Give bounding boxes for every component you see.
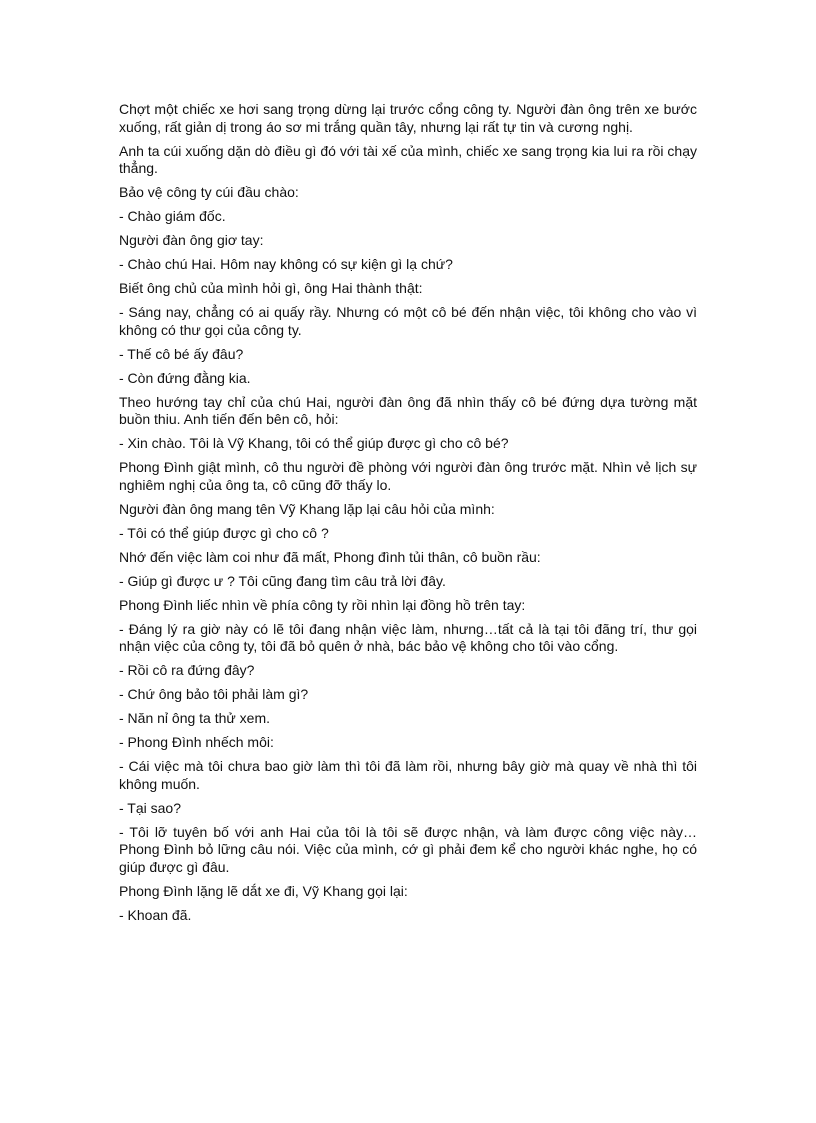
paragraph: Người đàn ông mang tên Vỹ Khang lặp lại câu hỏi của mình: (119, 500, 495, 517)
paragraph: - Năn nỉ ông ta thử xem. (119, 710, 270, 726)
paragraph: - Sáng nay, chẳng có ai quấy rầy. Nhưng có một cô bé đến nhận việc, tôi không cho vào vì không có thư gọi của công ty. (119, 304, 697, 338)
paragraph: - Giúp gì được ư ? Tôi cũng đang tìm câu trả lời đây. (119, 572, 446, 589)
document-body (119, 101, 697, 931)
paragraph: - Tôi có thể giúp được gì cho cô ? (119, 524, 329, 541)
paragraph: - Phong Đình nhếch môi: (119, 734, 274, 750)
paragraph: - Chào chú Hai. Hôm nay không có sự kiện gì lạ chứ? (119, 256, 453, 272)
paragraph: Bảo vệ công ty cúi đầu chào: (119, 184, 299, 200)
paragraph: Biết ông chủ của mình hỏi gì, ông Hai thành thật: (119, 280, 423, 296)
paragraph: Chợt một chiếc xe hơi sang trọng dừng lại trước cổng công ty. Người đàn ông trên xe bước xuống, rất giản dị trong áo sơ mi trắng quần tây, nhưng lại rất tự tin và cương nghị. (119, 101, 697, 135)
paragraph: - Thế cô bé ấy đâu? (119, 345, 244, 362)
paragraph: - Rồi cô ra đứng đây? (119, 662, 255, 678)
paragraph: Phong Đình giật mình, cô thu người đề phòng với người đàn ông trước mặt. Nhìn vẻ lịch sự nghiêm nghị của ông ta, cô cũng đỡ thấy lo. (119, 459, 697, 493)
paragraph: - Khoan đã. (119, 906, 192, 923)
paragraph: - Chào giám đốc. (119, 208, 226, 224)
paragraph: - Tôi lỡ tuyên bố với anh Hai của tôi là tôi sẽ được nhận, và làm được công việc này… Phong Đình bỏ lững câu nói. Việc của mình, cớ gì phải đem kể cho người khác nghe, họ có giúp được gì đâu. (119, 823, 697, 875)
paragraph: Phong Đình lặng lẽ dắt xe đi, Vỹ Khang gọi lại: (119, 882, 408, 899)
paragraph: - Đáng lý ra giờ này có lẽ tôi đang nhận việc làm, nhưng…tất cả là tại tôi đãng trí, thư gọi nhận việc của công ty, tôi đã bỏ quên ở nhà, bác bảo vệ không cho tôi vào cổng. (119, 620, 697, 654)
paragraph: - Chứ ông bảo tôi phải làm gì? (119, 686, 309, 702)
paragraph: Anh ta cúi xuống dặn dò điều gì đó với tài xế của mình, chiếc xe sang trọng kia lui ra rồi chạy thẳng. (119, 142, 697, 176)
paragraph: Nhớ đến việc làm coi như đã mất, Phong đình tủi thân, cô buồn rầu: (119, 548, 541, 565)
paragraph: - Tại sao? (119, 799, 181, 816)
paragraph: Phong Đình liếc nhìn về phía công ty rồi nhìn lại đồng hồ trên tay: (119, 596, 526, 613)
paragraph: Theo hướng tay chỉ của chú Hai, người đàn ông đã nhìn thấy cô bé đứng dựa tường mặt buồn thiu. Anh tiến đến bên cô, hỏi: (119, 393, 697, 427)
paragraph: - Xin chào. Tôi là Vỹ Khang, tôi có thể giúp được gì cho cô bé? (119, 435, 509, 451)
paragraph: Người đàn ông giơ tay: (119, 232, 264, 248)
paragraph: - Cái việc mà tôi chưa bao giờ làm thì tôi đã làm rồi, nhưng bây giờ mà quay về nhà thì tôi không muốn. (119, 758, 697, 792)
paragraph: - Còn đứng đằng kia. (119, 369, 251, 386)
